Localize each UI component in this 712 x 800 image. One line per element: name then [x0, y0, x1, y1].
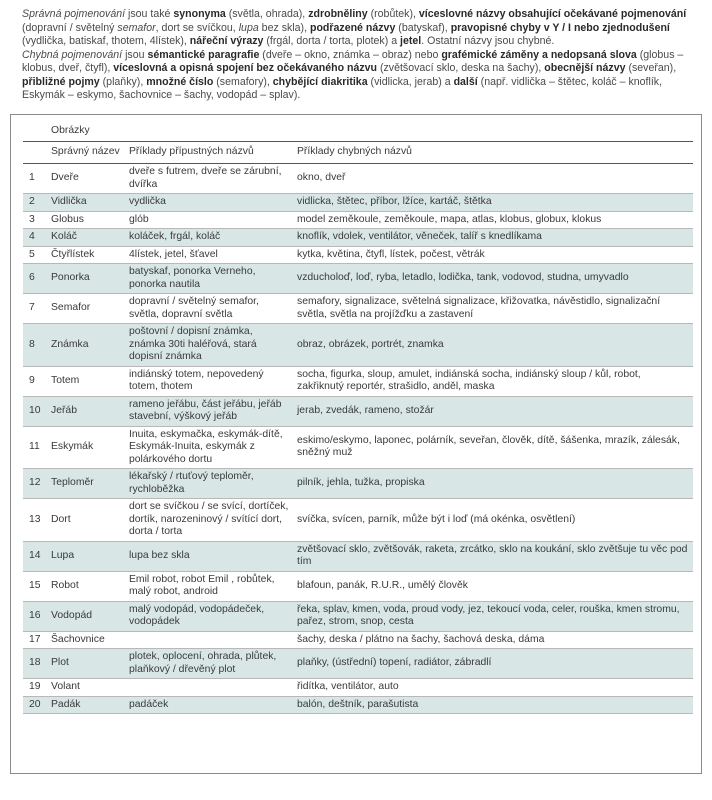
- table-row: [23, 571, 693, 601]
- row-number: 8: [23, 324, 47, 367]
- table-row: [23, 426, 693, 469]
- acceptable-names: Emil robot, robot Emil , robůtek, malý robot, android: [129, 573, 275, 597]
- table-row: [23, 469, 693, 499]
- correct-name: Eskymák: [51, 441, 94, 452]
- wrong-names: plaňky, (ústřední) topení, radiátor, zábradlí: [293, 649, 693, 679]
- row-number: 17: [29, 633, 41, 645]
- p1-segment: zdrobněliny: [308, 8, 368, 20]
- acceptable-names: [125, 631, 293, 649]
- row-number: 4: [23, 229, 47, 247]
- row-number: 11: [29, 441, 40, 452]
- correct-name: Volant: [51, 681, 80, 692]
- acceptable-names: lupa bez skla: [125, 541, 293, 571]
- table-row: [23, 631, 693, 649]
- wrong-names: semafory, signalizace, světelná signalizace, křižovatka, návěstidlo, signalizační světla, světla na projížďku a zastavení: [297, 296, 661, 320]
- acceptable-names: indiánský totem, nepovedený totem, thotem: [129, 368, 264, 392]
- table-row: [23, 679, 693, 697]
- p1-segment: (batyskaf),: [395, 21, 451, 34]
- acceptable-names: dopravní / světelný semafor, světla, dopravní světla: [129, 296, 259, 320]
- table-row: [23, 366, 693, 396]
- row-number: 14: [23, 541, 47, 571]
- col-header-wrong: Příklady chybných názvů: [293, 141, 693, 164]
- p1-segment: víceslovné názvy obsahující očekávané pojmenování: [418, 8, 687, 20]
- p2-segment: (seveřan),: [625, 62, 677, 74]
- p1-segment: (frgál, dorta / torta, plotek) a: [263, 35, 401, 47]
- table-row: [23, 499, 693, 542]
- p1-segment: nářeční výrazy: [189, 35, 264, 47]
- p2-segment: víceslovná a opisná spojení bez očekávaného názvu: [113, 62, 378, 74]
- row-number: 15: [29, 579, 41, 591]
- table-row: [23, 164, 693, 194]
- acceptable-names: poštovní / dopisní známka, známka 30ti haléřová, stará dopisní známka: [125, 324, 293, 367]
- p2-segment: chybějící diakritika: [272, 75, 368, 88]
- acceptable-names: batyskaf, ponorka Verneho, ponorka nautila: [125, 264, 293, 294]
- table-frame: [10, 114, 702, 774]
- row-number: 9: [29, 374, 35, 386]
- p1-segment: , dort se svíčkou,: [155, 21, 239, 34]
- correct-name: Jeřáb: [47, 396, 125, 426]
- p2-segment: (zvětšovací sklo, deska na šachy),: [377, 62, 545, 74]
- wrong-names: vzducholoď, loď, ryba, letadlo, lodička, tank, vodovod, studna, umyvadlo: [293, 264, 693, 294]
- wrong-names: obraz, obrázek, portrét, znamka: [293, 324, 693, 367]
- wrong-names: kytka, květina, čtyfl, lístek, počest, větrák: [297, 248, 485, 260]
- p1-segment: semafor: [117, 21, 156, 34]
- wrong-names: eskimo/eskymo, laponec, polárník, seveřan, člověk, dítě, šášenka, mrazík, zálesák, sněžný muž: [297, 434, 680, 459]
- intro-correct-paragraph: [22, 8, 694, 49]
- wrong-names: vidlicka, štětec, příbor, lžíce, kartáč, štětka: [293, 194, 693, 212]
- wrong-names: model zeměkoule, zeměkoule, mapa, atlas, klobus, globux, klokus: [297, 213, 602, 225]
- p1-segment: lupa: [238, 21, 259, 34]
- correct-name: Vodopád: [47, 601, 125, 631]
- row-number: 6: [23, 264, 47, 294]
- acceptable-names: 4lístek, jetel, šťavel: [129, 248, 218, 260]
- acceptable-names: lékařský / rtuťový teploměr, rychloběžka: [125, 469, 293, 499]
- row-number: 7: [29, 302, 35, 314]
- correct-name: Semafor: [51, 302, 91, 314]
- acceptable-names: glób: [129, 213, 149, 225]
- correct-name: Čtyřlístek: [51, 248, 95, 260]
- p2-segment: další: [453, 75, 478, 88]
- table-row: [23, 264, 693, 294]
- acceptable-names: dort se svíčkou / se svící, dortíček, dortík, narozeninový / svítící dort, dorta / torta: [129, 501, 289, 537]
- p1-segment: (dopravní / světelný: [22, 21, 118, 34]
- row-number: 10: [23, 396, 47, 426]
- acceptable-names: [125, 679, 293, 697]
- p1-segment: bez skla),: [258, 21, 310, 34]
- table-row: [23, 396, 693, 426]
- col-header-acceptable: Příklady přípustných názvů: [125, 141, 293, 164]
- row-number: 16: [23, 601, 47, 631]
- correct-name: Ponorka: [47, 264, 125, 294]
- p2-segment: množné číslo: [146, 75, 214, 88]
- p2-segment: Chybná pojmenování: [22, 48, 123, 61]
- row-number: 1: [29, 172, 35, 184]
- p2-segment: (vidlicka, jerab) a: [367, 75, 454, 88]
- correct-name: Vidlička: [47, 194, 125, 212]
- p2-segment: přibližné pojmy: [22, 75, 100, 88]
- correct-name: Známka: [47, 324, 125, 367]
- table-row: [23, 649, 693, 679]
- row-number: 12: [23, 469, 47, 499]
- correct-name: Šachovnice: [51, 633, 105, 645]
- wrong-names: svíčka, svícen, parník, může být i loď (má okénka, osvětlení): [297, 513, 576, 525]
- p1-segment: Správná pojmenování: [22, 8, 126, 20]
- correct-name: Teploměr: [47, 469, 125, 499]
- table-row: [23, 696, 693, 714]
- acceptable-names: plotek, oplocení, ohrada, plůtek, plaňkový / dřevěný plot: [125, 649, 293, 679]
- row-number: 2: [23, 194, 47, 212]
- p1-segment: podřazené názvy: [309, 21, 396, 34]
- correct-name: Robot: [51, 579, 79, 591]
- p2-segment: jsou: [122, 48, 148, 61]
- p2-segment: obecnější názvy: [544, 62, 626, 74]
- p2-segment: (např. vidlička – štětec, koláč – knoflík, Eskymák – eskymo, šachovnice – šachy, vodopád – splav).: [22, 75, 663, 101]
- table-row: [23, 229, 693, 247]
- wrong-names: balón, deštník, parašutista: [293, 696, 693, 714]
- wrong-names: jerab, zvedák, rameno, stožár: [293, 396, 693, 426]
- wrong-names: okno, dveř: [297, 172, 346, 184]
- group-header-row: [23, 123, 693, 141]
- correct-name: Lupa: [47, 541, 125, 571]
- acceptable-names: malý vodopád, vodopádeček, vodopádek: [125, 601, 293, 631]
- acceptable-names: padáček: [125, 696, 293, 714]
- p2-segment: grafémické záměny a nedopsaná slova: [441, 48, 637, 61]
- acceptable-names: dveře s futrem, dveře se zárubní, dvířka: [129, 166, 282, 190]
- column-header-row: [23, 141, 693, 164]
- intro-text: [22, 8, 694, 103]
- row-number: 18: [23, 649, 47, 679]
- wrong-names: řidítka, ventilátor, auto: [297, 681, 399, 692]
- row-number: 20: [23, 696, 47, 714]
- acceptable-names: koláček, frgál, koláč: [125, 229, 293, 247]
- table-row: [23, 246, 693, 264]
- wrong-names: zvětšovací sklo, zvětšovák, raketa, zrcátko, sklo na koukání, sklo zvětšuje tu věc pod tím: [293, 541, 693, 571]
- table-row: [23, 601, 693, 631]
- wrong-names: socha, figurka, sloup, amulet, indiánská socha, indiánský sloup / kůl, robot, zakřiknutý reportér, strašidlo, anděl, maska: [297, 368, 641, 392]
- p1-segment: jetel: [400, 35, 422, 47]
- p2-segment: (dveře – okno, známka – obraz) nebo: [259, 48, 442, 61]
- p1-segment: (světla, ohrada),: [225, 8, 309, 20]
- correct-name: Totem: [51, 374, 80, 386]
- acceptable-names: rameno jeřábu, část jeřábu, jeřáb stavební, výškový jeřáb: [125, 396, 293, 426]
- correct-name: Dveře: [51, 172, 79, 184]
- p2-segment: (semafory),: [213, 75, 273, 88]
- acceptable-names: vydlička: [125, 194, 293, 212]
- row-number: 5: [29, 248, 35, 260]
- correct-name: Padák: [47, 696, 125, 714]
- p2-segment: sémantické paragrafie: [147, 48, 260, 61]
- intro-wrong-paragraph: [22, 49, 694, 103]
- row-number: 3: [29, 213, 35, 225]
- correct-name: Koláč: [47, 229, 125, 247]
- wrong-names: knoflík, vdolek, ventilátor, věneček, talíř s knedlíkama: [293, 229, 693, 247]
- correct-name: Dort: [51, 513, 71, 525]
- acceptable-names: Inuita, eskymačka, eskymák-dítě, Eskymák-Inuita, eskymák z polárkového dortu: [129, 428, 283, 465]
- correct-name: Globus: [51, 213, 84, 225]
- p1-segment: . Ostatní názvy jsou chybné.: [421, 35, 555, 47]
- wrong-names: pilník, jehla, tužka, propiska: [293, 469, 693, 499]
- p2-segment: (plaňky),: [99, 75, 147, 88]
- row-number: 19: [29, 681, 41, 692]
- table-row: [23, 194, 693, 212]
- wrong-names: blafoun, panák, R.U.R., umělý člověk: [297, 579, 468, 591]
- p1-segment: synonyma: [173, 8, 226, 20]
- wrong-names: šachy, deska / plátno na šachy, šachová deska, dáma: [297, 633, 545, 645]
- p1-segment: (vydlička, batiskaf, thotem, 4lístek),: [22, 35, 190, 47]
- table-row: [23, 294, 693, 324]
- p1-segment: (robůtek),: [367, 8, 419, 20]
- table-row: [23, 324, 693, 367]
- p2-segment: (globus – klobus, dveř, čtyfl),: [22, 48, 684, 74]
- col-header-correct: Správný název: [47, 141, 125, 164]
- p1-segment: pravopisné chyby v Y / I nebo zjednodušení: [450, 21, 670, 34]
- table-row: [23, 541, 693, 571]
- naming-table: [23, 123, 693, 714]
- wrong-names: řeka, splav, kmen, voda, proud vody, jez, tekoucí voda, celer, rouška, kmen stromu, pařez, strom, snop, cesta: [293, 601, 693, 631]
- group-header: Obrázky: [47, 123, 693, 141]
- correct-name: Plot: [47, 649, 125, 679]
- row-number: 13: [29, 513, 41, 525]
- p1-segment: jsou také: [125, 8, 174, 20]
- table-row: [23, 211, 693, 229]
